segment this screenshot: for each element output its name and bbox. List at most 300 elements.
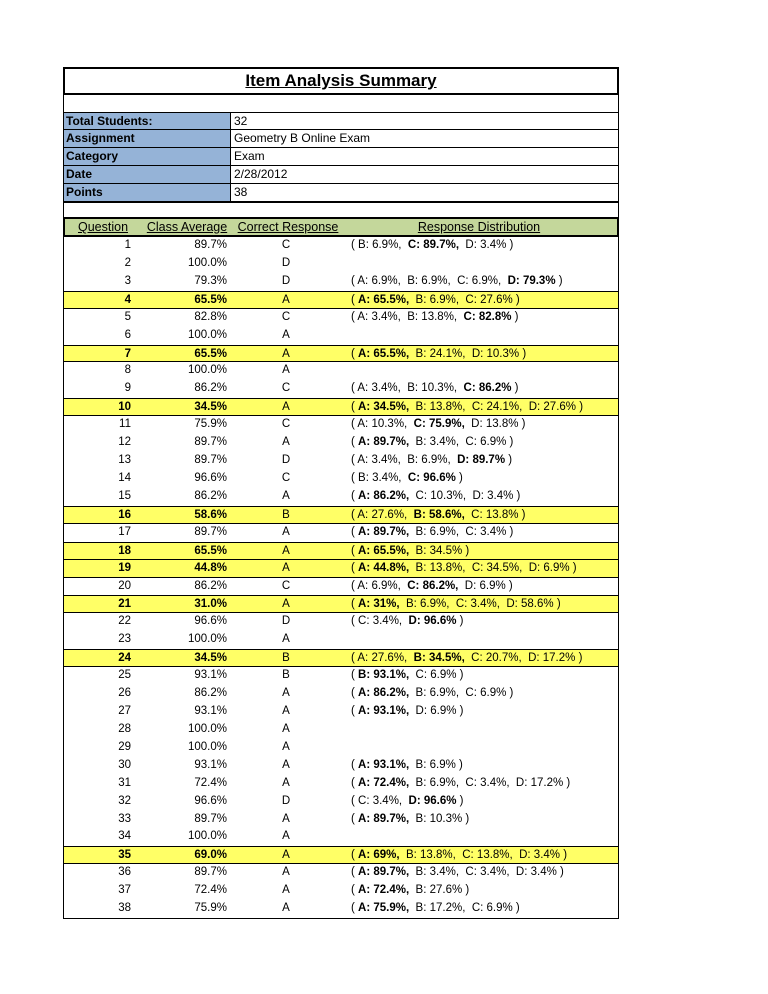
correct-response: A	[282, 328, 290, 341]
distribution-text: B: 13.8%, C: 34.5%, D: 6.9% )	[409, 561, 577, 574]
question-number: 33	[118, 812, 131, 825]
table-row	[64, 380, 618, 398]
response-distribution	[339, 399, 618, 415]
table-row	[64, 273, 618, 291]
distribution-text: (	[351, 401, 359, 414]
response-distribution	[339, 255, 618, 273]
correct-share: D: 96.6%	[408, 615, 457, 628]
correct-response: A	[282, 598, 290, 611]
class-average: 44.8%	[194, 561, 227, 574]
distribution-text: (	[351, 687, 359, 700]
table-row	[64, 488, 618, 506]
info-label: Total Students:	[63, 112, 231, 130]
class-average: 69.0%	[194, 849, 227, 862]
info-value: 32	[231, 112, 619, 130]
distribution-text: B: 10.3% )	[409, 812, 470, 825]
response-distribution	[339, 346, 618, 362]
class-average: 72.4%	[194, 776, 227, 789]
correct-response: A	[282, 561, 290, 574]
distribution-text: ( A: 3.4%, B: 10.3%,	[351, 382, 464, 395]
info-value: 38	[231, 184, 619, 202]
class-average: 31.0%	[194, 598, 227, 611]
response-distribution	[339, 470, 618, 488]
question-number: 20	[118, 579, 131, 592]
response-distribution	[339, 292, 618, 308]
correct-share: B: 93.1%,	[358, 669, 410, 682]
table-row	[64, 309, 618, 327]
question-number: 36	[118, 866, 131, 879]
distribution-text: B: 6.9%, C: 3.4%, D: 17.2% )	[409, 776, 571, 789]
question-number: 5	[124, 310, 131, 323]
correct-response: A	[282, 740, 290, 753]
distribution-text: ( C: 3.4%,	[351, 615, 409, 628]
correct-response: C	[281, 418, 291, 431]
distribution-text: (	[351, 598, 359, 611]
correct-response: A	[282, 436, 290, 449]
distribution-text: B: 3.4%, C: 3.4%, D: 3.4% )	[409, 866, 564, 879]
class-average: 96.6%	[194, 471, 227, 484]
distribution-text: C: 20.7%, D: 17.2% )	[464, 652, 583, 665]
correct-share: A: 69%,	[358, 849, 400, 862]
class-average: 34.5%	[194, 401, 227, 414]
distribution-text: B: 13.8%, C: 13.8%, D: 3.4% )	[399, 849, 568, 862]
correct-response: D	[281, 615, 291, 628]
question-number: 9	[124, 382, 131, 395]
question-number: 14	[118, 471, 131, 484]
distribution-text: B: 6.9% )	[409, 758, 463, 771]
table-row	[64, 649, 618, 667]
response-distribution	[339, 416, 618, 434]
correct-share: A: 89.7%,	[358, 866, 410, 879]
table-row	[64, 291, 618, 309]
correct-response: A	[282, 849, 290, 862]
question-number: 8	[124, 364, 131, 377]
correct-share: C: 86.2%	[463, 382, 512, 395]
correct-response: A	[282, 830, 290, 843]
distribution-text: (	[351, 525, 359, 538]
correct-response: A	[282, 758, 290, 771]
table-row	[64, 811, 618, 829]
class-average: 86.2%	[194, 382, 227, 395]
question-number: 15	[118, 489, 131, 502]
spacer-row	[63, 95, 619, 112]
question-number: 23	[118, 633, 131, 646]
table-row	[64, 775, 618, 793]
table-row	[64, 524, 618, 542]
distribution-text: (	[351, 704, 359, 717]
correct-response: C	[281, 382, 291, 395]
response-distribution	[339, 757, 618, 775]
class-average: 89.7%	[194, 812, 227, 825]
info-row	[63, 130, 619, 148]
distribution-text: (	[351, 347, 359, 360]
question-number: 31	[118, 776, 131, 789]
question-number: 10	[118, 401, 131, 414]
response-distribution	[339, 811, 618, 829]
distribution-text: D: 13.8% )	[464, 418, 526, 431]
question-number: 12	[118, 436, 131, 449]
question-number: 18	[118, 544, 131, 557]
question-number: 1	[124, 239, 131, 251]
response-distribution	[339, 828, 618, 846]
class-average: 86.2%	[194, 579, 227, 592]
response-distribution	[339, 327, 618, 345]
distribution-text: )	[511, 310, 519, 323]
table-row	[64, 739, 618, 757]
question-number: 4	[124, 293, 131, 306]
class-average: 58.6%	[194, 508, 227, 521]
class-average: 75.9%	[194, 902, 227, 915]
class-average: 65.5%	[194, 347, 227, 360]
distribution-text: B: 6.9%,	[358, 239, 408, 251]
correct-share: A: 75.9%,	[358, 902, 410, 915]
correct-response: A	[282, 687, 290, 700]
table-row	[64, 237, 618, 255]
correct-response: B	[282, 652, 290, 665]
correct-response: A	[282, 489, 290, 502]
table-row	[64, 452, 618, 470]
correct-share: A: 65.5%,	[358, 347, 410, 360]
correct-response: B	[282, 508, 290, 521]
correct-response: A	[282, 812, 290, 825]
info-value: Geometry B Online Exam	[231, 130, 619, 148]
correct-response: A	[282, 525, 290, 538]
correct-response: A	[282, 544, 290, 557]
response-distribution	[339, 543, 618, 559]
question-number: 21	[118, 598, 131, 611]
correct-share: C: 75.9%,	[413, 418, 465, 431]
correct-share: C: 86.2%,	[407, 579, 459, 592]
info-value: Exam	[231, 148, 619, 166]
response-distribution	[339, 362, 618, 380]
table-row	[64, 667, 618, 685]
response-distribution	[339, 613, 618, 631]
correct-response: C	[281, 579, 291, 592]
item-analysis-sheet	[63, 67, 619, 919]
distribution-text: (	[351, 812, 359, 825]
question-number: 34	[118, 830, 131, 843]
info-row	[63, 166, 619, 184]
distribution-text: B: 17.2%, C: 6.9% )	[409, 902, 520, 915]
correct-share: D: 96.6%	[408, 794, 457, 807]
response-distribution	[339, 882, 618, 900]
table-row	[64, 846, 618, 864]
correct-share: A: 86.2%,	[358, 489, 410, 502]
table-row	[64, 685, 618, 703]
question-number: 6	[124, 328, 131, 341]
response-distribution	[339, 900, 618, 918]
question-number: 13	[118, 454, 131, 467]
question-number: 7	[124, 347, 131, 360]
correct-share: A: 89.7%,	[358, 525, 410, 538]
class-average: 96.6%	[194, 794, 227, 807]
distribution-text: B: 6.9%, C: 6.9% )	[409, 687, 514, 700]
question-number: 38	[118, 902, 131, 915]
response-distribution	[339, 864, 618, 882]
correct-response: A	[282, 293, 290, 306]
table-row	[64, 470, 618, 488]
distribution-text: (	[351, 489, 359, 502]
response-distribution	[339, 739, 618, 757]
distribution-text: ( A: 6.9%,	[351, 579, 408, 592]
response-distribution	[339, 650, 618, 666]
distribution-text: B: 6.9%, C: 27.6% )	[409, 293, 520, 306]
correct-response: A	[282, 347, 290, 360]
response-distribution	[339, 578, 618, 596]
question-number: 22	[118, 615, 131, 628]
correct-response: A	[282, 722, 290, 735]
distribution-text: B: 24.1%, D: 10.3% )	[409, 347, 527, 360]
correct-share: A: 31%,	[358, 598, 400, 611]
response-distribution	[339, 685, 618, 703]
correct-share: A: 93.1%,	[358, 704, 410, 717]
distribution-text: C: 13.8% )	[464, 508, 526, 521]
distribution-text: )	[456, 615, 464, 628]
info-value: 2/28/2012	[231, 166, 619, 184]
table-row	[64, 398, 618, 416]
header-response-distribution: Response Distribution	[417, 220, 541, 234]
response-distribution	[339, 631, 618, 649]
response-distribution	[339, 793, 618, 811]
response-distribution	[339, 721, 618, 739]
distribution-text: ( A: 27.6%,	[351, 508, 414, 521]
distribution-text: (	[351, 239, 359, 251]
correct-share: B: 58.6%,	[413, 508, 465, 521]
correct-response: D	[281, 274, 291, 287]
info-label: Assignment	[63, 130, 231, 148]
class-average: 89.7%	[194, 525, 227, 538]
table-row	[64, 613, 618, 631]
class-average: 100.0%	[187, 633, 227, 646]
question-number: 3	[124, 274, 131, 287]
response-distribution	[339, 847, 618, 863]
distribution-text: ( B: 3.4%,	[351, 471, 408, 484]
distribution-text: (	[351, 884, 359, 897]
response-distribution	[339, 237, 618, 255]
correct-response: A	[282, 776, 290, 789]
question-number: 32	[118, 794, 131, 807]
class-average: 86.2%	[194, 489, 227, 502]
class-average: 100.0%	[187, 722, 227, 735]
class-average: 65.5%	[194, 544, 227, 557]
correct-share: A: 93.1%,	[358, 758, 410, 771]
correct-response: A	[282, 884, 290, 897]
distribution-text: (	[351, 561, 359, 574]
class-average: 65.5%	[194, 293, 227, 306]
correct-share: A: 44.8%,	[358, 561, 410, 574]
response-distribution	[339, 560, 618, 577]
correct-response: A	[282, 633, 290, 646]
class-average: 93.1%	[194, 704, 227, 717]
question-number: 29	[118, 740, 131, 753]
correct-share: C: 82.8%	[463, 310, 512, 323]
class-average: 100.0%	[187, 364, 227, 377]
class-average: 89.7%	[194, 436, 227, 449]
distribution-text: (	[351, 866, 359, 879]
correct-response: B	[282, 669, 290, 682]
distribution-text: ( A: 3.4%, B: 6.9%,	[351, 454, 458, 467]
correct-share: A: 65.5%,	[358, 544, 410, 557]
question-number: 28	[118, 722, 131, 735]
info-label: Category	[63, 148, 231, 166]
header-question: Question	[77, 220, 129, 234]
table-row	[64, 578, 618, 596]
info-label: Points	[63, 184, 231, 202]
table-row	[64, 255, 618, 273]
correct-share: A: 89.7%,	[358, 812, 410, 825]
response-distribution	[339, 775, 618, 793]
distribution-text: D: 6.9% )	[409, 704, 464, 717]
class-average: 93.1%	[194, 758, 227, 771]
table-row	[64, 506, 618, 524]
class-average: 72.4%	[194, 884, 227, 897]
table-row	[64, 631, 618, 649]
distribution-text: D: 6.9% )	[458, 579, 513, 592]
info-table	[63, 112, 619, 202]
correct-share: D: 79.3%	[507, 274, 556, 287]
question-number: 17	[118, 525, 131, 538]
response-distribution	[339, 524, 618, 542]
question-number: 37	[118, 884, 131, 897]
distribution-text: C: 10.3%, D: 3.4% )	[409, 489, 521, 502]
distribution-text: B: 6.9%, C: 3.4% )	[409, 525, 514, 538]
question-number: 25	[118, 669, 131, 682]
question-number: 26	[118, 687, 131, 700]
correct-response: C	[281, 310, 291, 323]
page-title: Item Analysis Summary	[245, 71, 437, 90]
info-label: Date	[63, 166, 231, 184]
distribution-text: (	[351, 436, 359, 449]
results-table	[63, 237, 619, 919]
distribution-text: (	[351, 849, 359, 862]
correct-response: D	[281, 256, 291, 269]
response-distribution	[339, 452, 618, 470]
table-row	[64, 345, 618, 363]
correct-response: D	[281, 794, 291, 807]
question-number: 30	[118, 758, 131, 771]
distribution-text: ( A: 10.3%,	[351, 418, 414, 431]
correct-share: B: 34.5%,	[413, 652, 465, 665]
question-number: 16	[118, 508, 131, 521]
response-distribution	[339, 273, 618, 291]
class-average: 100.0%	[187, 256, 227, 269]
question-number: 19	[118, 561, 131, 574]
correct-share: A: 86.2%,	[358, 687, 410, 700]
distribution-text: )	[555, 274, 563, 287]
distribution-text: )	[511, 382, 519, 395]
correct-share: A: 34.5%,	[358, 401, 410, 414]
class-average: 79.3%	[194, 274, 227, 287]
info-row	[63, 184, 619, 202]
distribution-text: C: 6.9% )	[409, 669, 464, 682]
correct-response: A	[282, 364, 290, 377]
question-number: 24	[118, 652, 131, 665]
class-average: 100.0%	[187, 740, 227, 753]
info-row	[63, 148, 619, 166]
response-distribution	[339, 596, 618, 612]
distribution-text: B: 27.6% )	[409, 884, 470, 897]
column-header-row	[63, 217, 619, 237]
table-row	[64, 793, 618, 811]
title-box	[63, 67, 619, 95]
distribution-text: (	[351, 544, 359, 557]
distribution-text: )	[455, 471, 463, 484]
correct-share: A: 72.4%,	[358, 776, 410, 789]
distribution-text: (	[351, 293, 359, 306]
class-average: 75.9%	[194, 418, 227, 431]
correct-response: C	[281, 239, 291, 251]
info-row	[63, 112, 619, 130]
response-distribution	[339, 507, 618, 523]
class-average: 93.1%	[194, 669, 227, 682]
class-average: 100.0%	[187, 328, 227, 341]
response-distribution	[339, 667, 618, 685]
table-row	[64, 864, 618, 882]
correct-share: C: 89.7%,	[407, 239, 460, 251]
class-average: 96.6%	[194, 615, 227, 628]
question-number: 27	[118, 704, 131, 717]
correct-response: A	[282, 866, 290, 879]
table-row	[64, 721, 618, 739]
header-class-average: Class Average	[146, 220, 228, 234]
response-distribution	[339, 703, 618, 721]
header-correct-response: Correct Response	[237, 220, 339, 234]
table-row	[64, 542, 618, 560]
response-distribution	[339, 380, 618, 398]
distribution-text: ( A: 3.4%, B: 13.8%,	[351, 310, 464, 323]
table-row	[64, 828, 618, 846]
distribution-text: )	[456, 794, 464, 807]
table-row	[64, 362, 618, 380]
distribution-text: B: 6.9%, C: 3.4%, D: 58.6% )	[399, 598, 561, 611]
response-distribution	[339, 488, 618, 506]
class-average: 89.7%	[194, 454, 227, 467]
distribution-text: D: 3.4% )	[459, 239, 514, 251]
table-row	[64, 900, 618, 918]
table-row	[64, 703, 618, 721]
correct-share: D: 89.7%	[457, 454, 506, 467]
table-row	[64, 560, 618, 578]
class-average: 34.5%	[194, 652, 227, 665]
question-number: 11	[119, 418, 131, 431]
distribution-text: B: 34.5% )	[409, 544, 470, 557]
question-number: 35	[118, 849, 131, 862]
class-average: 82.8%	[194, 310, 227, 323]
response-distribution	[339, 434, 618, 452]
distribution-text: ( C: 3.4%,	[351, 794, 409, 807]
distribution-text: ( A: 6.9%, B: 6.9%, C: 6.9%,	[351, 274, 508, 287]
distribution-text: B: 13.8%, C: 24.1%, D: 27.6% )	[409, 401, 584, 414]
distribution-text: (	[351, 669, 359, 682]
question-number: 2	[124, 256, 131, 269]
table-row	[64, 434, 618, 452]
correct-response: A	[282, 704, 290, 717]
class-average: 89.7%	[194, 239, 227, 251]
table-row	[64, 757, 618, 775]
table-row	[64, 327, 618, 345]
correct-share: C: 96.6%	[407, 471, 456, 484]
distribution-text: ( A: 27.6%,	[351, 652, 414, 665]
correct-response: A	[282, 902, 290, 915]
response-distribution	[339, 309, 618, 327]
class-average: 86.2%	[194, 687, 227, 700]
table-row	[64, 882, 618, 900]
spacer-row	[63, 202, 619, 217]
distribution-text: (	[351, 758, 359, 771]
distribution-text: B: 3.4%, C: 6.9% )	[409, 436, 514, 449]
correct-share: A: 65.5%,	[358, 293, 410, 306]
distribution-text: (	[351, 776, 359, 789]
